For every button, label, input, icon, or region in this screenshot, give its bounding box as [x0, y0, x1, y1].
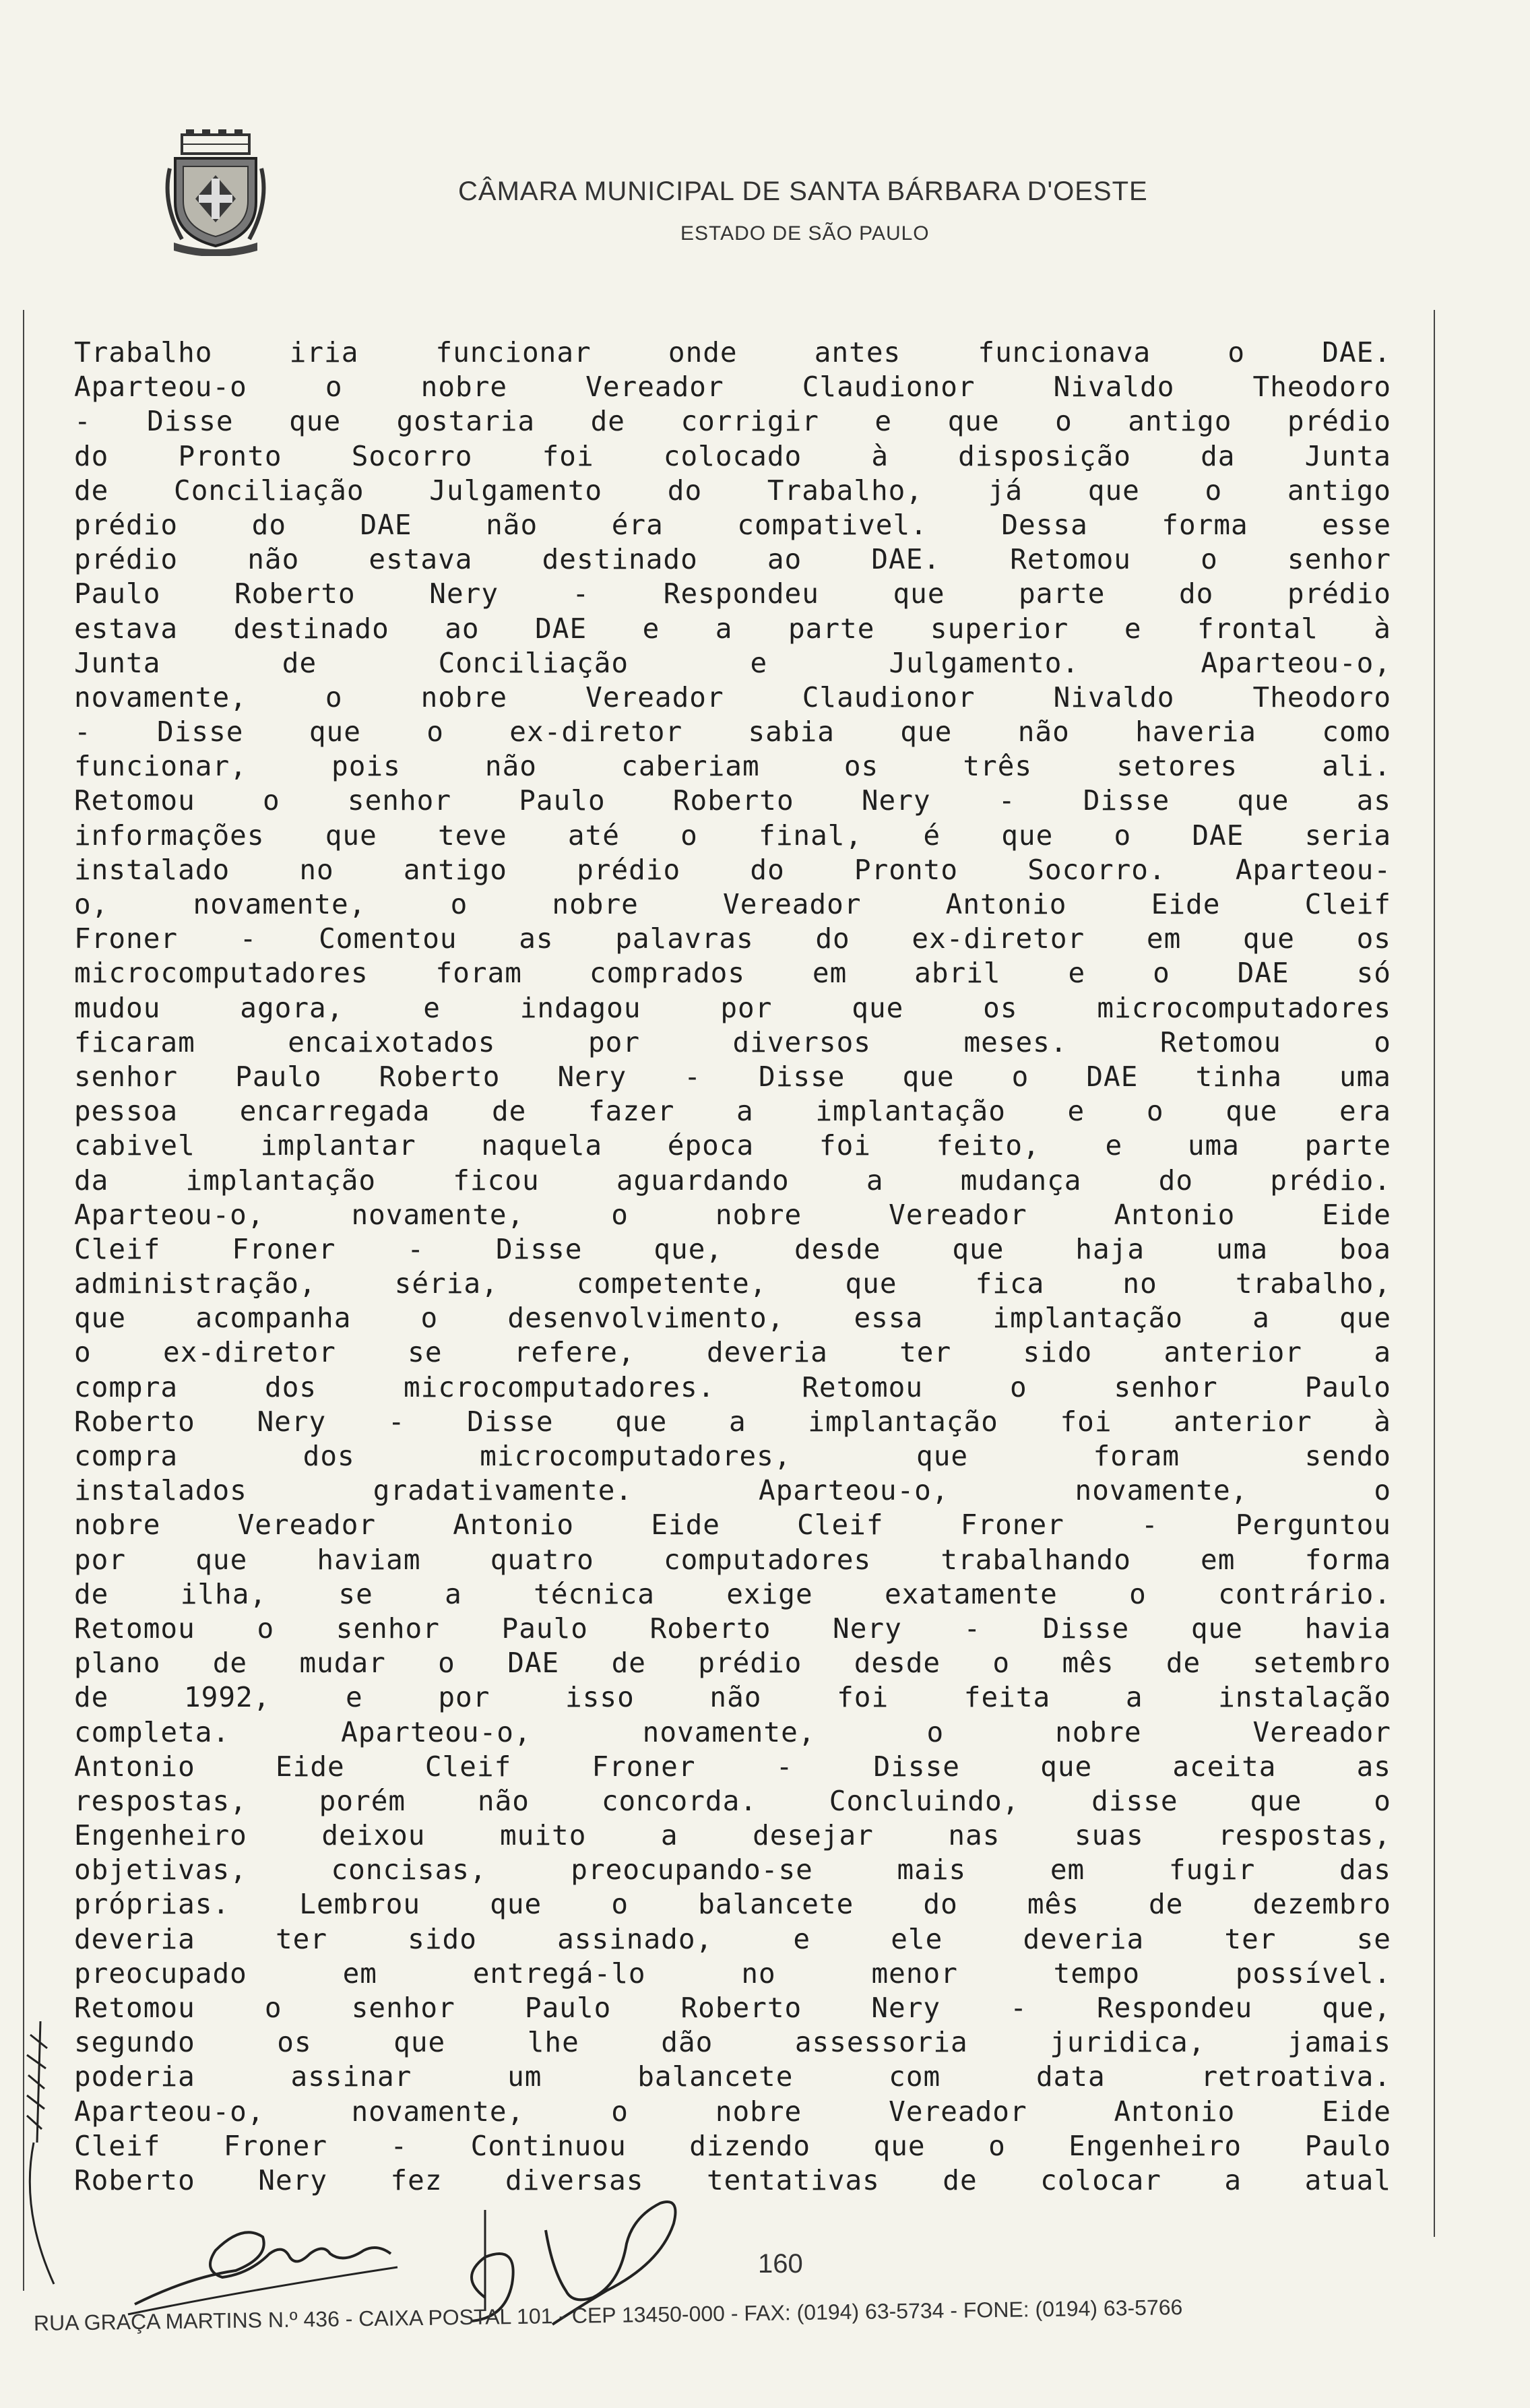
right-margin-rule [1434, 310, 1435, 2237]
text-line: deveria ter sido assinado, e ele deveria ter se [74, 1922, 1391, 1955]
text-line: o, novamente, o nobre Vereador Antonio Eide Cleif [74, 888, 1391, 920]
text-line: de 1992, e por isso não foi feita a instalação [74, 1681, 1391, 1714]
text-line: de Conciliação Julgamento do Trabalho, já que o antigo [74, 474, 1391, 507]
text-line: objetivas, concisas, preocupando-se mais em fugir das [74, 1853, 1391, 1887]
text-line: Antonio Eide Cleif Froner - Disse que aceita as [74, 1750, 1391, 1783]
text-line: completa. Aparteou-o, novamente, o nobre Vereador [74, 1715, 1391, 1748]
text-line: administração, séria, competente, que fica no trabalho, [74, 1267, 1391, 1300]
text-line: nobre Vereador Antonio Eide Cleif Froner - Perguntou [74, 1509, 1391, 1542]
text-line: Froner - Comentou as palavras do ex-diretor em que os [74, 922, 1391, 955]
page-number: 160 [758, 2249, 803, 2279]
text-line: instalado no antigo prédio do Pronto Socorro. Aparteou- [74, 853, 1391, 886]
text-line: por que haviam quatro computadores trabalhando em forma [74, 1543, 1391, 1576]
text-line: cabivel implantar naquela época foi feito, e uma parte [74, 1129, 1391, 1162]
text-line: Aparteou-o, novamente, o nobre Vereador Antonio Eide [74, 2095, 1391, 2128]
text-line: prédio do DAE não éra compativel. Dessa forma esse [74, 508, 1391, 541]
text-line: do Pronto Socorro foi colocado à disposição da Junta [74, 439, 1391, 472]
text-line: da implantação ficou aguardando a mudança do prédio. [74, 1164, 1391, 1197]
text-line: poderia assinar um balancete com data retroativa. [74, 2060, 1391, 2093]
text-line: funcionar, pois não caberiam os três setores ali. [74, 750, 1391, 783]
text-line: Roberto Nery - Disse que a implantação foi anterior à [74, 1405, 1391, 1438]
footer-address: RUA GRAÇA MARTINS N.º 436 - CAIXA POSTAL 101 - CEP 13450-000 - FAX: (0194) 63-5734 - FONE: (0194) 63-5766 [33, 2295, 1183, 2335]
text-line: - Disse que gostaria de corrigir e que o antigo prédio [74, 405, 1391, 438]
text-line: Retomou o senhor Paulo Roberto Nery - Respondeu que, [74, 1992, 1391, 2024]
text-line: instalados gradativamente. Aparteou-o, novamente, o [74, 1474, 1391, 1507]
text-line: Engenheiro deixou muito a desejar nas suas respostas, [74, 1819, 1391, 1852]
text-line: segundo os que lhe dão assessoria juridica, jamais [74, 2026, 1391, 2059]
text-line: Junta de Conciliação e Julgamento. Aparteou-o, [74, 646, 1391, 679]
text-line: - Disse que o ex-diretor sabia que não haveria como [74, 716, 1391, 749]
text-line: de ilha, se a técnica exige exatamente o contrário. [74, 1577, 1391, 1610]
text-line: compra dos microcomputadores. Retomou o senhor Paulo [74, 1370, 1391, 1403]
text-line: prédio não estava destinado ao DAE. Retomou o senhor [74, 543, 1391, 576]
text-line: plano de mudar o DAE de prédio desde o mês de setembro [74, 1647, 1391, 1680]
margin-initials-icon [0, 2008, 61, 2291]
text-line: que acompanha o desenvolvimento, essa implantação a que [74, 1302, 1391, 1335]
text-line: Retomou o senhor Paulo Roberto Nery - Disse que havia [74, 1612, 1391, 1645]
text-line: Trabalho iria funcionar onde antes funcionava o DAE. [74, 336, 1391, 369]
text-line: o ex-diretor se refere, deveria ter sido anterior a [74, 1336, 1391, 1369]
text-line: Cleif Froner - Disse que, desde que haja uma boa [74, 1232, 1391, 1265]
text-line: estava destinado ao DAE e a parte superior e frontal à [74, 612, 1391, 645]
institution-name: CÂMARA MUNICIPAL DE SANTA BÁRBARA D'OESTE [458, 177, 1148, 206]
text-line: Roberto Nery fez diversas tentativas de colocar a atual [74, 2163, 1391, 2196]
coat-of-arms-icon [162, 128, 269, 256]
text-line: microcomputadores foram comprados em abril e o DAE só [74, 957, 1391, 990]
text-line: Aparteou-o o nobre Vereador Claudionor Nivaldo Theodoro [74, 371, 1391, 404]
text-line: compra dos microcomputadores, que foram sendo [74, 1440, 1391, 1472]
text-line: ficaram encaixotados por diversos meses. Retomou o [74, 1025, 1391, 1058]
text-line: próprias. Lembrou que o balancete do mês de dezembro [74, 1888, 1391, 1921]
text-line: Retomou o senhor Paulo Roberto Nery - Disse que as [74, 784, 1391, 817]
text-line: pessoa encarregada de fazer a implantação e o que era [74, 1095, 1391, 1128]
institution-state: ESTADO DE SÃO PAULO [680, 222, 930, 245]
text-line: informações que teve até o final, é que o DAE seria [74, 819, 1391, 852]
left-margin-rule [23, 310, 24, 2291]
text-line: preocupado em entregá-lo no menor tempo possível. [74, 1957, 1391, 1990]
text-line: Cleif Froner - Continuou dizendo que o Engenheiro Paulo [74, 2129, 1391, 2162]
text-line: novamente, o nobre Vereador Claudionor Nivaldo Theodoro [74, 680, 1391, 714]
text-line: Paulo Roberto Nery - Respondeu que parte do prédio [74, 577, 1391, 610]
text-line: mudou agora, e indagou por que os microcomputadores [74, 991, 1391, 1024]
text-line: respostas, porém não concorda. Concluindo, disse que o [74, 1784, 1391, 1817]
minutes-body [74, 336, 1391, 2198]
handwritten-signature-icon [108, 2190, 418, 2324]
text-line: Aparteou-o, novamente, o nobre Vereador Antonio Eide [74, 1198, 1391, 1231]
text-line: senhor Paulo Roberto Nery - Disse que o DAE tinha uma [74, 1060, 1391, 1093]
